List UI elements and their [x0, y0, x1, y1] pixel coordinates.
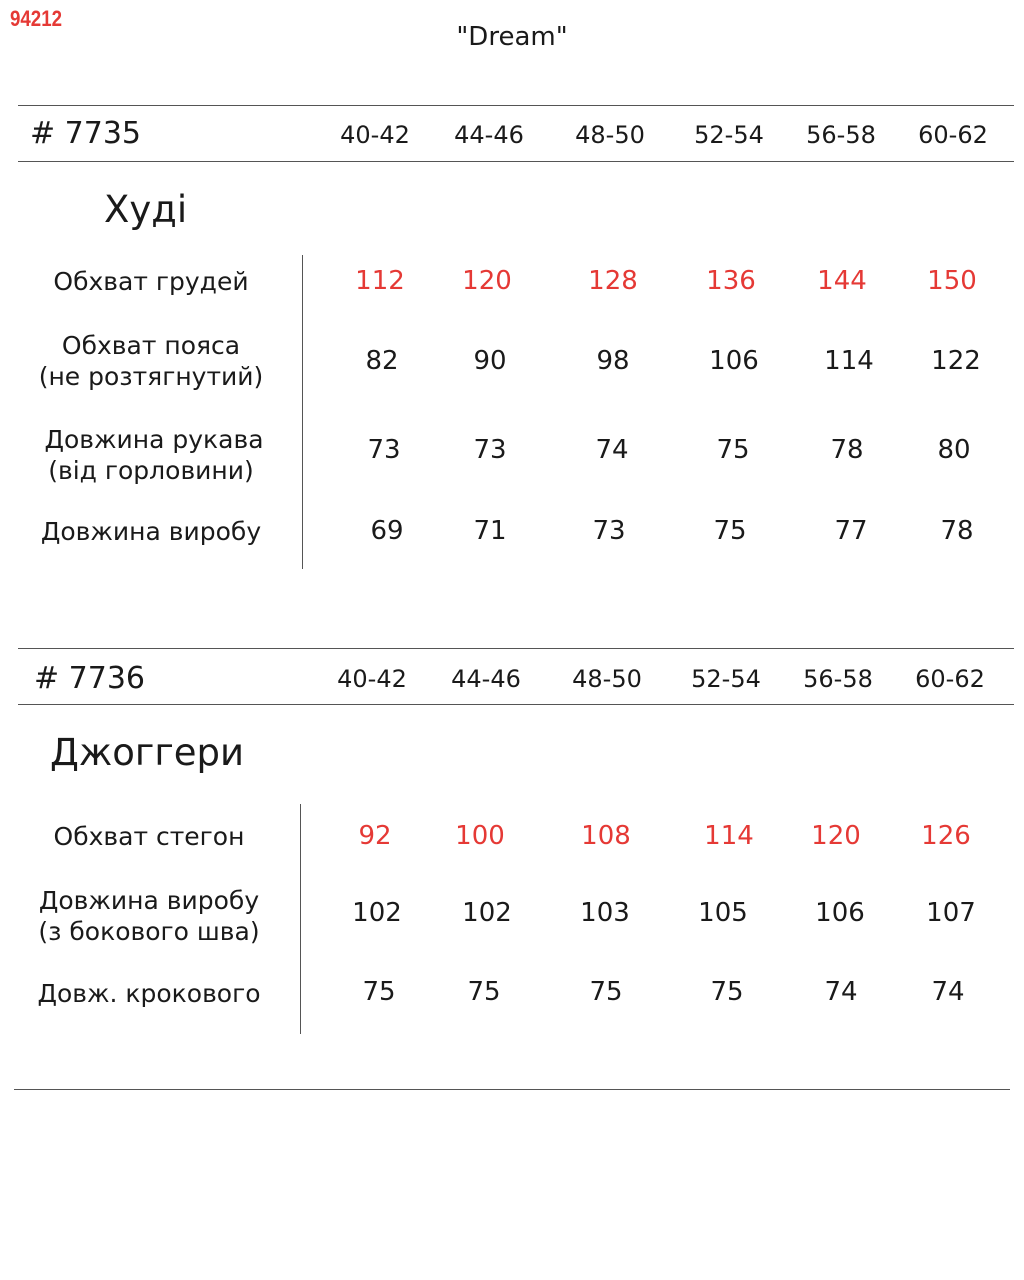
value-cell: 73: [367, 435, 401, 465]
value-cell: 107: [926, 898, 976, 928]
value-cell: 144: [817, 266, 867, 296]
section-1-divider: [302, 255, 303, 569]
value-cell: 106: [709, 346, 759, 376]
row-label-sub: (від горловини): [48, 456, 254, 485]
value-cell: 136: [706, 266, 756, 296]
section-2-code: # 7736: [34, 661, 146, 696]
value-cell: 102: [462, 898, 512, 928]
section-1-size: 52-54: [694, 121, 764, 149]
row-label: Обхват стегон: [53, 822, 245, 851]
value-cell: 114: [704, 821, 754, 851]
section-1-name: Худі: [104, 188, 188, 231]
row-label: Довжина виробу: [38, 886, 260, 915]
section-2-size: 52-54: [691, 665, 761, 693]
section-1-size: 40-42: [340, 121, 410, 149]
row-label: Обхват грудей: [53, 267, 249, 296]
value-cell: 71: [473, 516, 507, 546]
value-cell: 100: [455, 821, 505, 851]
section-1-header-rule: [18, 161, 1014, 162]
section-1-size: 56-58: [806, 121, 876, 149]
value-cell: 74: [595, 435, 629, 465]
value-cell: 92: [358, 821, 392, 851]
section-2-size: 60-62: [915, 665, 985, 693]
row-label: Довжина виробу: [40, 517, 262, 546]
section-2-top-rule: [18, 648, 1014, 649]
section-1-size: 48-50: [575, 121, 645, 149]
row-label-sub: (не розтягнутий): [38, 362, 264, 391]
section-2-size: 44-46: [451, 665, 521, 693]
value-cell: 74: [931, 977, 965, 1007]
value-cell: 75: [467, 977, 501, 1007]
section-2-header-rule: [18, 704, 1014, 705]
value-cell: 102: [352, 898, 402, 928]
value-cell: 120: [811, 821, 861, 851]
value-cell: 150: [927, 266, 977, 296]
value-cell: 105: [698, 898, 748, 928]
section-1-size: 60-62: [918, 121, 988, 149]
value-cell: 98: [596, 346, 630, 376]
row-label: Довж. крокового: [37, 979, 261, 1008]
section-1-top-rule: [18, 105, 1014, 106]
value-cell: 90: [473, 346, 507, 376]
value-cell: 126: [921, 821, 971, 851]
row-label: Довжина рукава: [44, 425, 264, 454]
section-2-divider: [300, 804, 301, 1034]
watermark-code: 94212: [10, 6, 63, 31]
bottom-rule: [14, 1089, 1010, 1090]
value-cell: 74: [824, 977, 858, 1007]
value-cell: 69: [370, 516, 404, 546]
value-cell: 73: [473, 435, 507, 465]
value-cell: 128: [588, 266, 638, 296]
value-cell: 82: [365, 346, 399, 376]
value-cell: 78: [830, 435, 864, 465]
value-cell: 106: [815, 898, 865, 928]
value-cell: 103: [580, 898, 630, 928]
value-cell: 75: [589, 977, 623, 1007]
section-2-size: 56-58: [803, 665, 873, 693]
row-label: Обхват пояса: [61, 331, 241, 360]
section-2-size: 48-50: [572, 665, 642, 693]
value-cell: 112: [355, 266, 405, 296]
page-title: "Dream": [456, 22, 568, 52]
section-2-size: 40-42: [337, 665, 407, 693]
value-cell: 75: [710, 977, 744, 1007]
value-cell: 114: [824, 346, 874, 376]
row-label-sub: (з бокового шва): [38, 917, 260, 946]
section-2-name: Джоггери: [50, 731, 245, 774]
section-1-size: 44-46: [454, 121, 524, 149]
value-cell: 75: [713, 516, 747, 546]
value-cell: 108: [581, 821, 631, 851]
value-cell: 120: [462, 266, 512, 296]
value-cell: 122: [931, 346, 981, 376]
value-cell: 75: [362, 977, 396, 1007]
value-cell: 77: [834, 516, 868, 546]
section-1-code: # 7735: [30, 116, 142, 151]
value-cell: 73: [592, 516, 626, 546]
value-cell: 75: [716, 435, 750, 465]
value-cell: 80: [937, 435, 971, 465]
value-cell: 78: [940, 516, 974, 546]
